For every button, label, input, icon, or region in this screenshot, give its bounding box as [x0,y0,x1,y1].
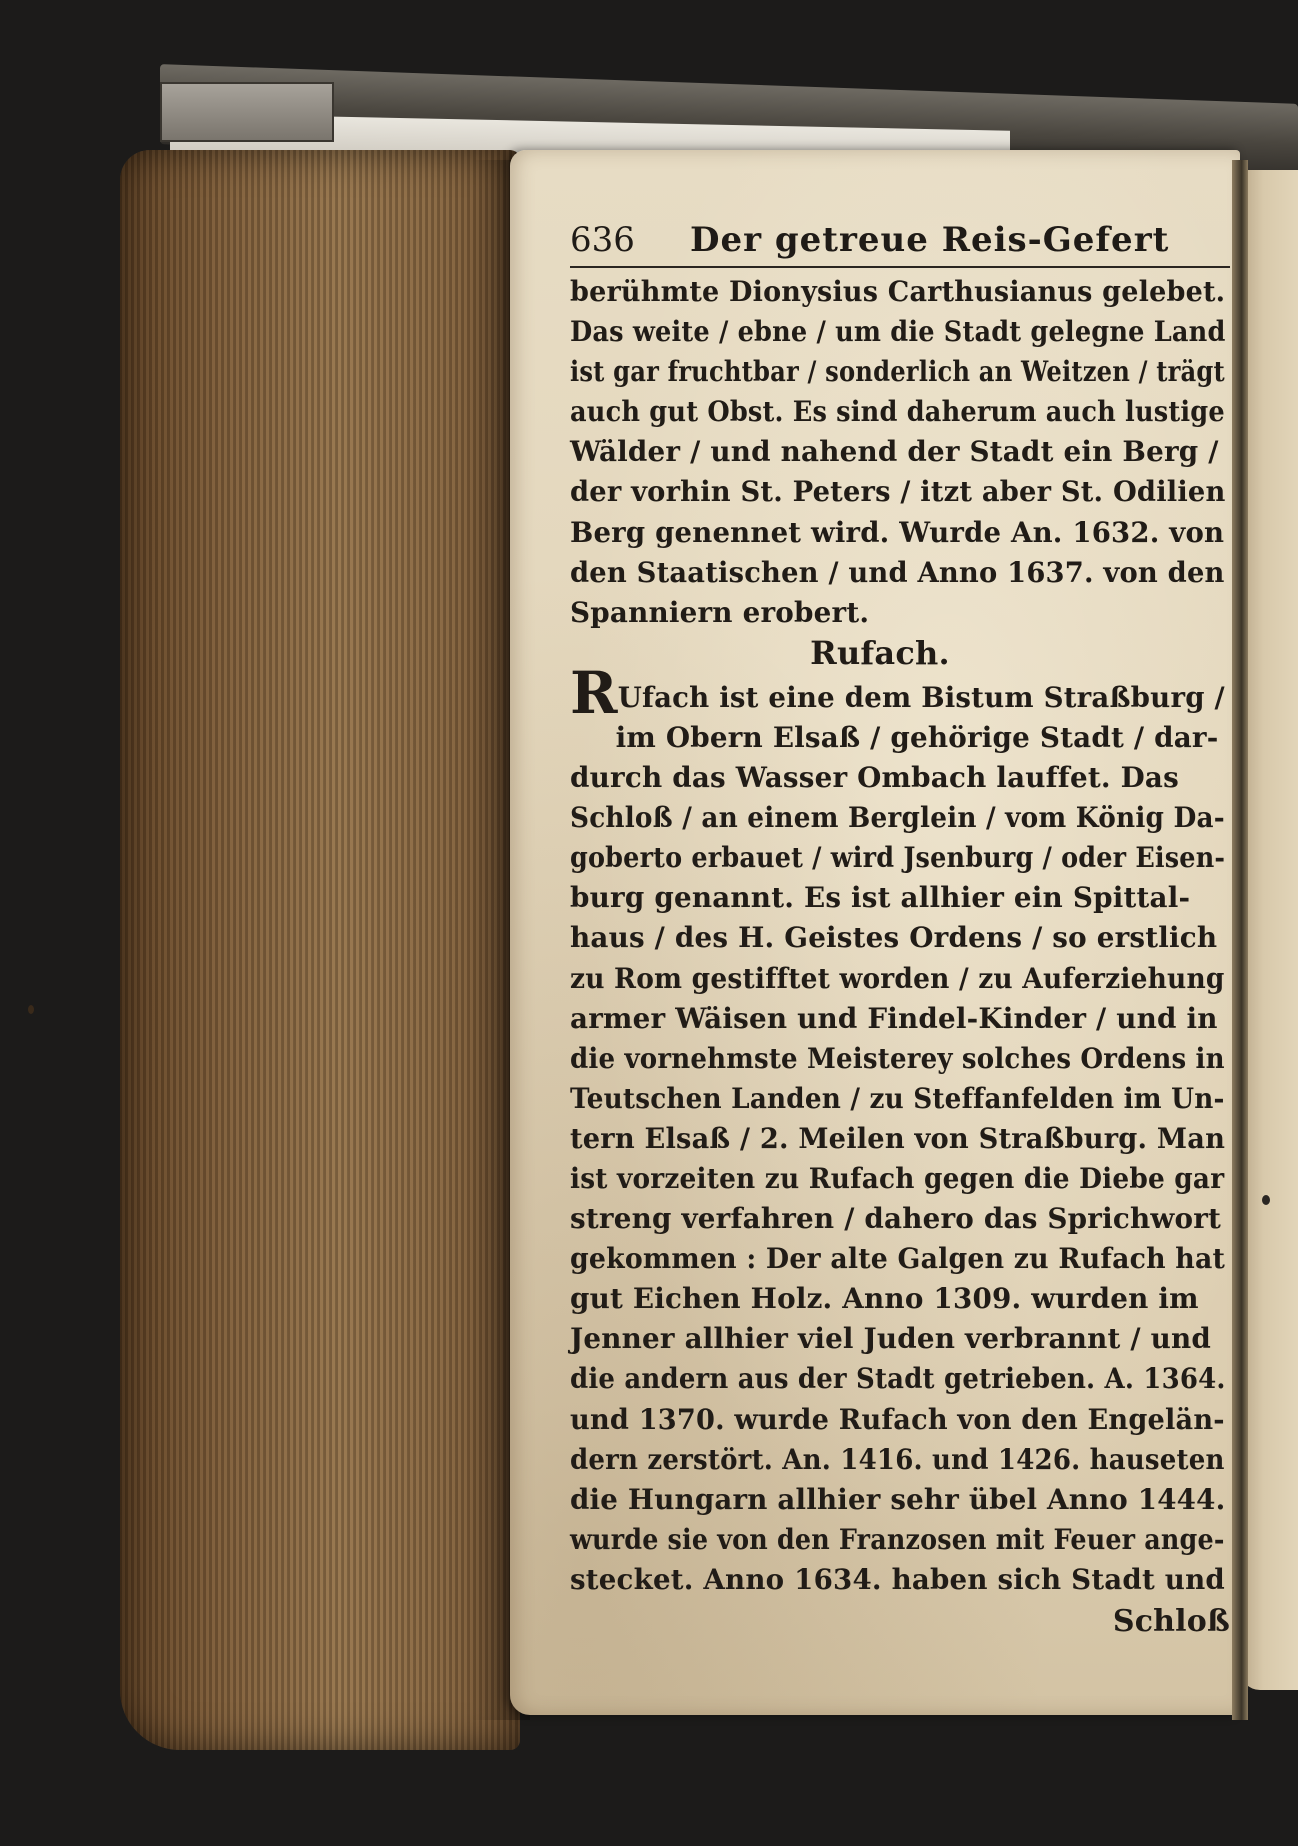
text-line: zu Rom gestifftet worden / zu Auferziehung [570,961,1225,995]
running-head [570,220,1230,268]
text-line: der vorhin St. Peters / itzt aber St. Odilien [570,475,1226,509]
catchword: Schloß [1112,1604,1230,1639]
dropcap-line [570,658,1225,727]
text-line: Jenner allhier viel Juden verbrannt / und [570,1322,1212,1356]
text-line: Teutschen Landen / zu Steffanfelden im Un- [570,1081,1225,1115]
text-line: Spanniern erobert. [570,595,870,629]
text-line: die andern aus der Stadt getrieben. A. 1364. [570,1362,1226,1396]
text-line: stecket. Anno 1634. haben sich Stadt und [570,1562,1225,1596]
text-block [570,272,1230,1642]
text-line: im Obern Elsaß / gehörige Stadt / dar- [615,720,1219,754]
page-block-edge [120,150,520,1750]
text-line: die vornehmste Meisterey solches Ordens in [570,1041,1225,1075]
text-line: durch das Wasser Ombach lauffet. Das [570,761,1179,795]
text-line: Das weite / ebne / um die Stadt gelegne Land [570,315,1226,349]
text-line: Wälder / und nahend der Stadt ein Berg / [570,435,1219,469]
text-line: goberto erbauet / wird Jsenburg / oder Eisen- [570,841,1226,875]
text-line: Ufach ist eine dem Bistum Straßburg / [617,680,1225,714]
text-line: die Hungarn allhier sehr übel Anno 1444. [570,1482,1226,1516]
text-line: und 1370. wurde Rufach von den Engelän- [570,1402,1225,1436]
text-line: burg genannt. Es ist allhier ein Spittal- [570,881,1191,915]
text-line: tern Elsaß / 2. Meilen von Straßburg. Man [570,1121,1226,1155]
page-content [570,220,1230,1642]
text-line: wurde sie von den Franzosen mit Feuer ange- [570,1522,1225,1556]
text-line: Berg genennet wird. Wurde An. 1632. von [570,515,1225,549]
text-line: ist gar fruchtbar / sonderlich an Weitzen / trägt [570,355,1225,389]
text-line: berühmte Dionysius Carthusianus gelebet. [570,275,1226,308]
dropcap: R [570,658,618,727]
text-line: Schloß / an einem Berglein / vom König Da- [570,801,1225,835]
text-line: dern zerstört. An. 1416. und 1426. hauseten [570,1442,1225,1476]
paragraph-dionysius [570,272,1230,633]
dust-speck [28,1005,34,1014]
text-line: auch gut Obst. Es sind daherum auch lustige [570,395,1225,429]
paragraph-rufach [570,758,1230,1600]
text-line: haus / des H. Geistes Ordens / so erstlich [570,921,1218,955]
text-line: gut Eichen Holz. Anno 1309. wurden im [570,1282,1199,1316]
text-line: gekommen : Der alte Galgen zu Rufach hat [570,1242,1226,1276]
text-line: den Staatischen / und Anno 1637. von den [570,555,1225,589]
section-heading: Rufach. [810,633,950,672]
cover-clasp [160,82,334,142]
book-page [510,150,1240,1715]
text-line: armer Wäisen und Findel-Kinder / und in [570,1001,1218,1035]
text-line: streng verfahren / dahero das Sprichwort [570,1202,1222,1236]
dust-speck [1262,1195,1270,1205]
text-line: ist vorzeiten zu Rufach gegen die Diebe gar [570,1161,1225,1195]
running-title: Der getreue Reis-Gefert [690,220,1170,260]
facing-page [1240,170,1298,1690]
book-gutter [1232,160,1248,1720]
page-number: 636 [570,220,635,260]
